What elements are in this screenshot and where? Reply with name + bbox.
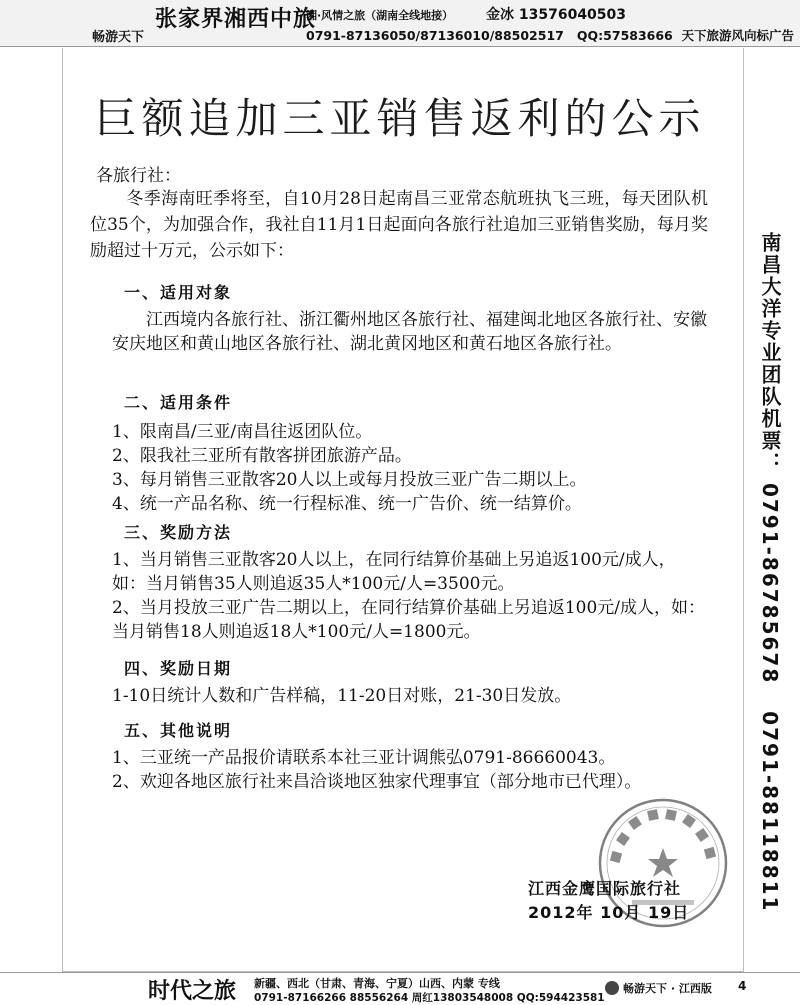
- footer-phones: 0791-87166266 88556264 周红13803548008 QQ:594423581: [254, 992, 605, 1004]
- intro-text: 冬季海南旺季将至，自10月28日起南昌三亚常态航班执飞三班，每天团队机位35个，为加强合作，我社自11月1日起面向各旅行社追加三亚销售奖励，每月奖励超过十万元，公示如下：: [90, 189, 708, 261]
- header-tagline: 湘·风情之旅（湖南全线地接）: [306, 9, 454, 22]
- header-company: 张家界湘西中旅: [155, 7, 317, 32]
- side-ad: [748, 232, 796, 913]
- section-body-5: [112, 746, 708, 794]
- signature-date: 2012年 10月 19日: [528, 903, 690, 922]
- section-body-2: [112, 420, 708, 516]
- list-item: 1、三亚统一产品报价请联系本社三亚计调熊弘0791-86660043。: [112, 748, 616, 768]
- page-title: 巨额追加三亚销售返利的公示: [94, 94, 706, 143]
- header-phones-line: [306, 26, 794, 44]
- intro-paragraph: [90, 186, 708, 264]
- signature-org: 江西金鹰国际旅行社: [528, 879, 682, 898]
- side-ad-title: 南昌大洋专业团队机票：: [758, 232, 782, 474]
- header-contact: 金冰 13576040503: [486, 7, 627, 23]
- side-ad-text: [748, 232, 792, 913]
- section-heading-4: 四、奖励日期: [124, 659, 233, 678]
- section-heading-3: 三、奖励方法: [124, 523, 233, 542]
- header-ad-label: 天下旅游风向标广告: [681, 28, 794, 43]
- section-heading-2: 二、适用条件: [124, 393, 233, 412]
- section-body-3: [112, 548, 708, 644]
- list-item: 1、当月销售三亚散客20人以上，在同行结算价基础上另追返100元/成人，如：当月销售35人则追返35人*100元/人=3500元。: [112, 550, 676, 594]
- footer-brand: 时代之旅: [148, 979, 237, 1004]
- page-footer: [0, 972, 800, 1004]
- header-slogan: 畅游天下: [92, 30, 145, 45]
- header-phones: 0791-87136050/87136010/88502517: [306, 28, 564, 43]
- section-heading-1: 一、适用对象: [124, 283, 233, 302]
- list-item: 2、当月投放三亚广告二期以上，在同行结算价基础上另追返100元/成人，如：当月销售18人则追返18人*100元/人=1800元。: [112, 598, 705, 642]
- page-header: [0, 0, 800, 47]
- header-qq: QQ:57583666: [576, 28, 673, 43]
- section-heading-5: 五、其他说明: [124, 721, 233, 740]
- list-item: 2、欢迎各地区旅行社来昌洽谈地区独家代理事宜（部分地市已代理）。: [112, 772, 642, 792]
- list-item: 2、限我社三亚所有散客拼团旅游产品。: [112, 446, 412, 466]
- publication-logo-icon: [605, 981, 619, 995]
- section-body-4: [112, 684, 708, 708]
- section-1-text: 江西境内各旅行社、浙江衢州地区各旅行社、福建闽北地区各旅行社、安徽安庆地区和黄山地区各旅行社、湖北黄冈地区和黄石地区各旅行社。: [112, 310, 707, 354]
- greeting: 各旅行社：: [96, 166, 181, 186]
- list-item: 3、每月销售三亚散客20人以上或每月投放三亚广告二期以上。: [112, 470, 587, 490]
- footer-routes: 新疆、西北（甘肃、青海、宁夏）山西、内蒙 专线: [254, 977, 500, 990]
- list-item: 4、统一产品名称、统一行程标准、统一广告价、统一结算价。: [112, 494, 582, 514]
- footer-publication: 畅游天下 · 江西版: [623, 982, 712, 995]
- page-number: 4: [738, 979, 747, 993]
- side-ad-phone-1: 0791-86785678: [758, 482, 782, 685]
- list-item: 1、限南昌/三亚/南昌往返团队位。: [112, 422, 373, 442]
- section-body-1: [112, 308, 708, 356]
- list-item: 1-10日统计人数和广告样稿，11-20日对账，21-30日发放。: [112, 686, 572, 706]
- side-ad-phone-2: 0791-88118811: [758, 711, 782, 913]
